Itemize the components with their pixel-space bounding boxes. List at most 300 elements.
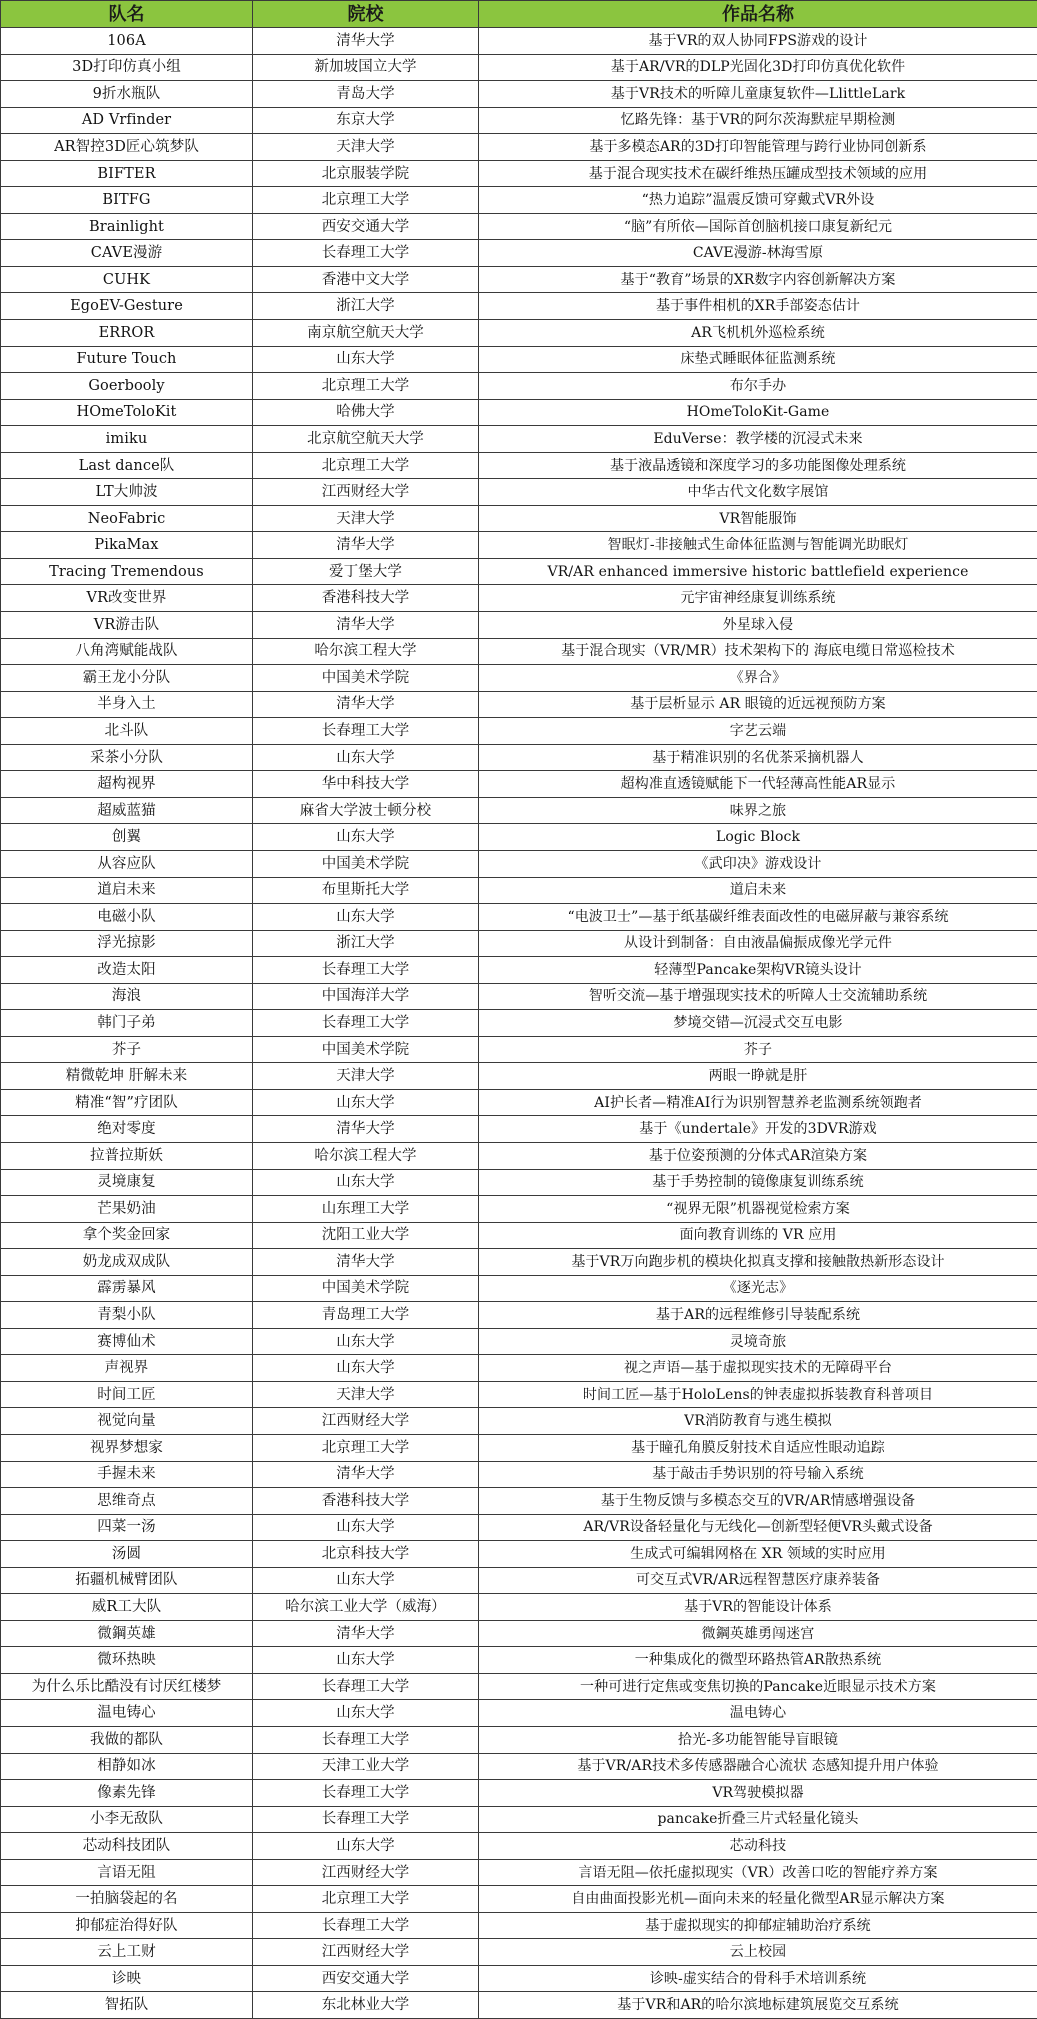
table-row — [1, 1541, 1037, 1568]
work-title-cell: 味界之旅 — [479, 797, 1037, 824]
school-cell: 清华大学 — [253, 1116, 479, 1143]
work-title-cell: 基于敲击手势识别的符号输入系统 — [479, 1461, 1037, 1488]
school-cell: 中国美术学院 — [253, 1275, 479, 1302]
work-title-cell: 一种可进行定焦或变焦切换的Pancake近眼显示技术方案 — [479, 1673, 1037, 1700]
team-name-cell: 霹雳暴风 — [1, 1275, 253, 1302]
school-cell: 长春理工大学 — [253, 240, 479, 267]
table-row — [1, 691, 1037, 718]
table-row — [1, 532, 1037, 559]
school-cell: 山东大学 — [253, 824, 479, 851]
team-name-cell: 芒果奶油 — [1, 1196, 253, 1223]
school-cell: 长春理工大学 — [253, 718, 479, 745]
work-title-cell: 芯动科技 — [479, 1833, 1037, 1860]
work-title-cell: 忆路先锋：基于VR的阿尔茨海默症早期检测 — [479, 107, 1037, 134]
work-title-cell: 基于混合现实（VR/MR）技术架构下的 海底电缆日常巡检技术 — [479, 638, 1037, 665]
table-row — [1, 505, 1037, 532]
team-name-cell: VR改变世界 — [1, 585, 253, 612]
school-cell: 清华大学 — [253, 532, 479, 559]
team-name-cell: 芥子 — [1, 1036, 253, 1063]
team-name-cell: 视界梦想家 — [1, 1434, 253, 1461]
table-row — [1, 877, 1037, 904]
table-row — [1, 1355, 1037, 1382]
work-title-cell: 轻薄型Pancake架构VR镜头设计 — [479, 957, 1037, 984]
school-cell: 清华大学 — [253, 1249, 479, 1276]
table-row — [1, 1567, 1037, 1594]
team-name-cell: 八角湾赋能战队 — [1, 638, 253, 665]
work-title-cell: Logic Block — [479, 824, 1037, 851]
team-name-cell: 改造太阳 — [1, 957, 253, 984]
table-body — [1, 28, 1037, 2019]
team-name-cell: CUHK — [1, 266, 253, 293]
school-cell: 天津大学 — [253, 505, 479, 532]
table-row — [1, 930, 1037, 957]
table-row — [1, 399, 1037, 426]
school-cell: 江西财经大学 — [253, 1859, 479, 1886]
team-name-cell: 海浪 — [1, 983, 253, 1010]
work-title-cell: 温电铸心 — [479, 1700, 1037, 1727]
table-row — [1, 1169, 1037, 1196]
team-name-cell: Tracing Tremendous — [1, 558, 253, 585]
school-cell: 东北林业大学 — [253, 1992, 479, 2019]
work-title-cell: HOmeToloKit-Game — [479, 399, 1037, 426]
school-cell: 山东大学 — [253, 904, 479, 931]
work-title-cell: 基于虚拟现实的抑郁症辅助治疗系统 — [479, 1912, 1037, 1939]
work-title-cell: 元宇宙神经康复训练系统 — [479, 585, 1037, 612]
team-name-cell: 芯动科技团队 — [1, 1833, 253, 1860]
work-title-cell: VR智能服饰 — [479, 505, 1037, 532]
work-title-cell: 梦境交错—沉浸式交互电影 — [479, 1010, 1037, 1037]
school-cell: 东京大学 — [253, 107, 479, 134]
work-title-cell: 云上校园 — [479, 1939, 1037, 1966]
work-title-cell: 基于AR/VR的DLP光固化3D打印仿真优化软件 — [479, 54, 1037, 81]
table-row — [1, 160, 1037, 187]
work-title-cell: 基于VR万向跑步机的模块化拟真支撑和接触散热新形态设计 — [479, 1249, 1037, 1276]
work-title-cell: 基于VR的双人协同FPS游戏的设计 — [479, 28, 1037, 55]
table-row — [1, 1116, 1037, 1143]
school-cell: 新加坡国立大学 — [253, 54, 479, 81]
school-cell: 北京理工大学 — [253, 1886, 479, 1913]
table-row — [1, 1381, 1037, 1408]
school-cell: 长春理工大学 — [253, 1912, 479, 1939]
team-name-cell: Goerbooly — [1, 373, 253, 400]
table-row — [1, 1965, 1037, 1992]
work-title-cell: 基于“教育”场景的XR数字内容创新解决方案 — [479, 266, 1037, 293]
team-name-cell: 106A — [1, 28, 253, 55]
school-cell: 山东大学 — [253, 1647, 479, 1674]
work-title-cell: 超构准直透镜赋能下一代轻薄高性能AR显示 — [479, 771, 1037, 798]
work-title-cell: 灵境奇旅 — [479, 1328, 1037, 1355]
table-row — [1, 1408, 1037, 1435]
table-row — [1, 1089, 1037, 1116]
team-name-cell: 诊映 — [1, 1965, 253, 1992]
work-title-cell: 基于混合现实技术在碳纤维热压罐成型技术领域的应用 — [479, 160, 1037, 187]
table-row — [1, 824, 1037, 851]
school-cell: 浙江大学 — [253, 293, 479, 320]
table-row — [1, 54, 1037, 81]
table-row — [1, 1647, 1037, 1674]
school-cell: 山东大学 — [253, 1169, 479, 1196]
school-cell: 北京理工大学 — [253, 187, 479, 214]
header-row — [1, 1, 1037, 28]
work-title-cell: 芥子 — [479, 1036, 1037, 1063]
school-cell: 长春理工大学 — [253, 1727, 479, 1754]
table-row — [1, 1939, 1037, 1966]
school-cell: 山东大学 — [253, 346, 479, 373]
work-title-cell: 言语无阻—依托虚拟现实（VR）改善口吃的智能疗养方案 — [479, 1859, 1037, 1886]
school-cell: 清华大学 — [253, 612, 479, 639]
table-row — [1, 240, 1037, 267]
table-row — [1, 1434, 1037, 1461]
school-cell: 北京科技大学 — [253, 1541, 479, 1568]
team-name-cell: Brainlight — [1, 213, 253, 240]
school-cell: 哈尔滨工程大学 — [253, 638, 479, 665]
table-row — [1, 1249, 1037, 1276]
table-row — [1, 718, 1037, 745]
work-title-cell: AI护长者—精准AI行为识别智慧养老监测系统领跑者 — [479, 1089, 1037, 1116]
table-row — [1, 266, 1037, 293]
work-title-cell: 基于生物反馈与多模态交互的VR/AR情感增强设备 — [479, 1488, 1037, 1515]
team-name-cell: Last dance队 — [1, 452, 253, 479]
school-cell: 长春理工大学 — [253, 1010, 479, 1037]
table-row — [1, 1328, 1037, 1355]
work-title-cell: 自由曲面投影光机—面向未来的轻量化微型AR显示解决方案 — [479, 1886, 1037, 1913]
team-name-cell: 拓疆机械臂团队 — [1, 1567, 253, 1594]
school-cell: 西安交通大学 — [253, 213, 479, 240]
team-name-cell: 小李无敌队 — [1, 1806, 253, 1833]
team-name-cell: imiku — [1, 426, 253, 453]
work-title-cell: “脑”有所依—国际首创脑机接口康复新纪元 — [479, 213, 1037, 240]
team-name-cell: BIFTER — [1, 160, 253, 187]
team-name-cell: 奶龙成双成队 — [1, 1249, 253, 1276]
school-cell: 山东大学 — [253, 1567, 479, 1594]
table-row — [1, 134, 1037, 161]
team-name-cell: 微环热映 — [1, 1647, 253, 1674]
team-name-cell: 云上工财 — [1, 1939, 253, 1966]
school-cell: 天津工业大学 — [253, 1753, 479, 1780]
team-name-cell: 四菜一汤 — [1, 1514, 253, 1541]
work-title-cell: 基于位姿预测的分体式AR渲染方案 — [479, 1142, 1037, 1169]
school-cell: 布里斯托大学 — [253, 877, 479, 904]
team-name-cell: Future Touch — [1, 346, 253, 373]
school-cell: 山东大学 — [253, 1328, 479, 1355]
table-row — [1, 213, 1037, 240]
work-title-cell: 布尔手办 — [479, 373, 1037, 400]
header-school: 院校 — [253, 1, 479, 28]
school-cell: 北京理工大学 — [253, 373, 479, 400]
school-cell: 清华大学 — [253, 1620, 479, 1647]
school-cell: 北京理工大学 — [253, 452, 479, 479]
school-cell: 天津大学 — [253, 1063, 479, 1090]
table-row — [1, 1727, 1037, 1754]
school-cell: 爱丁堡大学 — [253, 558, 479, 585]
team-name-cell: 微鋼英雄 — [1, 1620, 253, 1647]
school-cell: 长春理工大学 — [253, 1780, 479, 1807]
work-title-cell: “电波卫士”—基于纸基碳纤维表面改性的电磁屏蔽与兼容系统 — [479, 904, 1037, 931]
work-title-cell: VR消防教育与逃生模拟 — [479, 1408, 1037, 1435]
team-name-cell: 威R工大队 — [1, 1594, 253, 1621]
table-row — [1, 612, 1037, 639]
table-row — [1, 107, 1037, 134]
team-name-cell: 超构视界 — [1, 771, 253, 798]
work-title-cell: 两眼一睁就是肝 — [479, 1063, 1037, 1090]
table-row — [1, 346, 1037, 373]
team-name-cell: 像素先锋 — [1, 1780, 253, 1807]
team-name-cell: AD Vrfinder — [1, 107, 253, 134]
table-row — [1, 558, 1037, 585]
team-name-cell: 相静如冰 — [1, 1753, 253, 1780]
work-title-cell: 基于层析显示 AR 眼镜的近远视预防方案 — [479, 691, 1037, 718]
table-row — [1, 1488, 1037, 1515]
team-name-cell: 道启未来 — [1, 877, 253, 904]
team-name-cell: 我做的都队 — [1, 1727, 253, 1754]
table-row — [1, 1302, 1037, 1329]
school-cell: 哈佛大学 — [253, 399, 479, 426]
table-row — [1, 797, 1037, 824]
school-cell: 香港中文大学 — [253, 266, 479, 293]
school-cell: 北京航空航天大学 — [253, 426, 479, 453]
work-title-cell: 基于精准识别的名优茶采摘机器人 — [479, 744, 1037, 771]
team-name-cell: EgoEV-Gesture — [1, 293, 253, 320]
work-title-cell: 道启未来 — [479, 877, 1037, 904]
school-cell: 浙江大学 — [253, 930, 479, 957]
work-title-cell: 一种集成化的微型环路热管AR散热系统 — [479, 1647, 1037, 1674]
team-name-cell: 3D打印仿真小组 — [1, 54, 253, 81]
team-name-cell: 青梨小队 — [1, 1302, 253, 1329]
table-row — [1, 1010, 1037, 1037]
work-title-cell: “视界无限”机器视觉检索方案 — [479, 1196, 1037, 1223]
school-cell: 青岛大学 — [253, 81, 479, 108]
work-title-cell: 基于VR的智能设计体系 — [479, 1594, 1037, 1621]
school-cell: 南京航空航天大学 — [253, 320, 479, 347]
work-title-cell: 基于手势控制的镜像康复训练系统 — [479, 1169, 1037, 1196]
team-name-cell: AR智控3D匠心筑梦队 — [1, 134, 253, 161]
school-cell: 北京理工大学 — [253, 1434, 479, 1461]
team-name-cell: ERROR — [1, 320, 253, 347]
work-title-cell: EduVerse：教学楼的沉浸式未来 — [479, 426, 1037, 453]
team-name-cell: 抑郁症治得好队 — [1, 1912, 253, 1939]
school-cell: 中国美术学院 — [253, 665, 479, 692]
table-row — [1, 479, 1037, 506]
school-cell: 江西财经大学 — [253, 1408, 479, 1435]
table-row — [1, 81, 1037, 108]
school-cell: 江西财经大学 — [253, 1939, 479, 1966]
school-cell: 江西财经大学 — [253, 479, 479, 506]
work-title-cell: 拾光-多功能智能导盲眼镜 — [479, 1727, 1037, 1754]
work-title-cell: CAVE漫游-林海雪原 — [479, 240, 1037, 267]
school-cell: 中国海洋大学 — [253, 983, 479, 1010]
team-name-cell: 时间工匠 — [1, 1381, 253, 1408]
table-row — [1, 638, 1037, 665]
team-name-cell: 韩门子弟 — [1, 1010, 253, 1037]
school-cell: 哈尔滨工业大学（威海） — [253, 1594, 479, 1621]
school-cell: 天津大学 — [253, 134, 479, 161]
table-row — [1, 957, 1037, 984]
table-row — [1, 1833, 1037, 1860]
table-row — [1, 1886, 1037, 1913]
work-title-cell: 基于瞳孔角膜反射技术自适应性眼动追踪 — [479, 1434, 1037, 1461]
table-row — [1, 1806, 1037, 1833]
work-title-cell: 外星球入侵 — [479, 612, 1037, 639]
work-title-cell: 基于事件相机的XR手部姿态估计 — [479, 293, 1037, 320]
team-name-cell: 精微乾坤 肝解未来 — [1, 1063, 253, 1090]
school-cell: 清华大学 — [253, 1461, 479, 1488]
table-row — [1, 585, 1037, 612]
work-title-cell: 基于VR/AR技术多传感器融合心流状 态感知提升用户体验 — [479, 1753, 1037, 1780]
work-title-cell: 从设计到制备：自由液晶偏振成像光学元件 — [479, 930, 1037, 957]
table-row — [1, 1700, 1037, 1727]
work-title-cell: AR/VR设备轻量化与无线化—创新型轻便VR头戴式设备 — [479, 1514, 1037, 1541]
team-name-cell: 北斗队 — [1, 718, 253, 745]
table-row — [1, 28, 1037, 55]
work-title-cell: 可交互式VR/AR远程智慧医疗康养装备 — [479, 1567, 1037, 1594]
table-row — [1, 1753, 1037, 1780]
school-cell: 天津大学 — [253, 1381, 479, 1408]
team-name-cell: 赛博仙术 — [1, 1328, 253, 1355]
team-name-cell: 超威蓝猫 — [1, 797, 253, 824]
work-title-cell: 基于《undertale》开发的3DVR游戏 — [479, 1116, 1037, 1143]
school-cell: 西安交通大学 — [253, 1965, 479, 1992]
team-name-cell: 从容应队 — [1, 850, 253, 877]
table-row — [1, 744, 1037, 771]
table-row — [1, 452, 1037, 479]
table-row — [1, 426, 1037, 453]
school-cell: 山东大学 — [253, 1700, 479, 1727]
team-name-cell: LT大帅波 — [1, 479, 253, 506]
table-row — [1, 187, 1037, 214]
team-name-cell: 手握未来 — [1, 1461, 253, 1488]
team-name-cell: 思维奇点 — [1, 1488, 253, 1515]
table-row — [1, 1992, 1037, 2019]
team-name-cell: 汤圆 — [1, 1541, 253, 1568]
table-row — [1, 1196, 1037, 1223]
school-cell: 香港科技大学 — [253, 1488, 479, 1515]
team-name-cell: 声视界 — [1, 1355, 253, 1382]
table-row — [1, 904, 1037, 931]
table-row — [1, 1461, 1037, 1488]
school-cell: 山东大学 — [253, 744, 479, 771]
team-name-cell: 创翼 — [1, 824, 253, 851]
school-cell: 北京服装学院 — [253, 160, 479, 187]
table-row — [1, 320, 1037, 347]
table-row — [1, 1514, 1037, 1541]
team-name-cell: 精准“智”疗团队 — [1, 1089, 253, 1116]
team-name-cell: 采茶小分队 — [1, 744, 253, 771]
work-title-cell: “热力追踪”温震反馈可穿戴式VR外设 — [479, 187, 1037, 214]
table-row — [1, 1142, 1037, 1169]
work-title-cell: 面向教育训练的 VR 应用 — [479, 1222, 1037, 1249]
school-cell: 长春理工大学 — [253, 1806, 479, 1833]
school-cell: 中国美术学院 — [253, 850, 479, 877]
work-title-cell: 字艺云端 — [479, 718, 1037, 745]
school-cell: 山东理工大学 — [253, 1196, 479, 1223]
team-name-cell: 一拍脑袋起的名 — [1, 1886, 253, 1913]
team-name-cell: VR游击队 — [1, 612, 253, 639]
team-name-cell: HOmeToloKit — [1, 399, 253, 426]
school-cell: 哈尔滨工程大学 — [253, 1142, 479, 1169]
school-cell: 华中科技大学 — [253, 771, 479, 798]
team-name-cell: NeoFabric — [1, 505, 253, 532]
table-row — [1, 1780, 1037, 1807]
team-name-cell: 温电铸心 — [1, 1700, 253, 1727]
work-title-cell: 生成式可编辑网格在 XR 领域的实时应用 — [479, 1541, 1037, 1568]
work-title-cell: 《武印决》游戏设计 — [479, 850, 1037, 877]
table-row — [1, 1620, 1037, 1647]
header-work-title: 作品名称 — [479, 1, 1037, 28]
school-cell: 中国美术学院 — [253, 1036, 479, 1063]
work-title-cell: 基于AR的远程维修引导装配系统 — [479, 1302, 1037, 1329]
table-row — [1, 1222, 1037, 1249]
work-title-cell: 基于VR和AR的哈尔滨地标建筑展览交互系统 — [479, 1992, 1037, 2019]
work-title-cell: 床垫式睡眠体征监测系统 — [479, 346, 1037, 373]
school-cell: 沈阳工业大学 — [253, 1222, 479, 1249]
team-name-cell: BITFG — [1, 187, 253, 214]
school-cell: 长春理工大学 — [253, 1673, 479, 1700]
table-row — [1, 665, 1037, 692]
work-title-cell: VR驾驶模拟器 — [479, 1780, 1037, 1807]
team-name-cell: 为什么乐比酷没有讨厌红楼梦 — [1, 1673, 253, 1700]
team-name-cell: 绝对零度 — [1, 1116, 253, 1143]
work-title-cell: 中华古代文化数字展馆 — [479, 479, 1037, 506]
work-title-cell: 《界合》 — [479, 665, 1037, 692]
team-name-cell: 灵境康复 — [1, 1169, 253, 1196]
school-cell: 山东大学 — [253, 1833, 479, 1860]
table-row — [1, 293, 1037, 320]
table-row — [1, 850, 1037, 877]
school-cell: 香港科技大学 — [253, 585, 479, 612]
school-cell: 青岛理工大学 — [253, 1302, 479, 1329]
team-name-cell: 拿个奖金回家 — [1, 1222, 253, 1249]
work-title-cell: 诊映-虚实结合的骨科手术培训系统 — [479, 1965, 1037, 1992]
work-title-cell: 基于多模态AR的3D打印智能管理与跨行业协同创新系 — [479, 134, 1037, 161]
work-title-cell: 智听交流—基于增强现实技术的听障人士交流辅助系统 — [479, 983, 1037, 1010]
table-row — [1, 1275, 1037, 1302]
school-cell: 清华大学 — [253, 28, 479, 55]
header-team-name: 队名 — [1, 1, 253, 28]
team-name-cell: 拉普拉斯妖 — [1, 1142, 253, 1169]
table-row — [1, 1912, 1037, 1939]
team-name-cell: 半身入土 — [1, 691, 253, 718]
team-name-cell: 智拓队 — [1, 1992, 253, 2019]
school-cell: 山东大学 — [253, 1355, 479, 1382]
table-row — [1, 771, 1037, 798]
team-name-cell: 9折水瓶队 — [1, 81, 253, 108]
table-row — [1, 1673, 1037, 1700]
work-title-cell: 微鋼英雄勇闯迷宫 — [479, 1620, 1037, 1647]
table-row — [1, 1036, 1037, 1063]
school-cell: 清华大学 — [253, 691, 479, 718]
work-title-cell: 时间工匠—基于HoloLens的钟表虚拟拆装教育科普项目 — [479, 1381, 1037, 1408]
table-row — [1, 983, 1037, 1010]
school-cell: 山东大学 — [253, 1089, 479, 1116]
school-cell: 麻省大学波士顿分校 — [253, 797, 479, 824]
team-name-cell: 霸王龙小分队 — [1, 665, 253, 692]
team-name-cell: 言语无阻 — [1, 1859, 253, 1886]
work-title-cell: AR飞机机外巡检系统 — [479, 320, 1037, 347]
team-name-cell: PikaMax — [1, 532, 253, 559]
school-cell: 长春理工大学 — [253, 957, 479, 984]
work-title-cell: 基于液晶透镜和深度学习的多功能图像处理系统 — [479, 452, 1037, 479]
work-title-cell: 《逐光志》 — [479, 1275, 1037, 1302]
table-row — [1, 1859, 1037, 1886]
work-title-cell: pancake折叠三片式轻量化镜头 — [479, 1806, 1037, 1833]
work-title-cell: 基于VR技术的听障儿童康复软件—LlittleLark — [479, 81, 1037, 108]
work-title-cell: 视之声语—基于虚拟现实技术的无障碍平台 — [479, 1355, 1037, 1382]
team-name-cell: 电磁小队 — [1, 904, 253, 931]
team-name-cell: 浮光掠影 — [1, 930, 253, 957]
school-cell: 山东大学 — [253, 1514, 479, 1541]
work-title-cell: VR/AR enhanced immersive historic battlefield experience — [479, 558, 1037, 585]
table-row — [1, 1063, 1037, 1090]
